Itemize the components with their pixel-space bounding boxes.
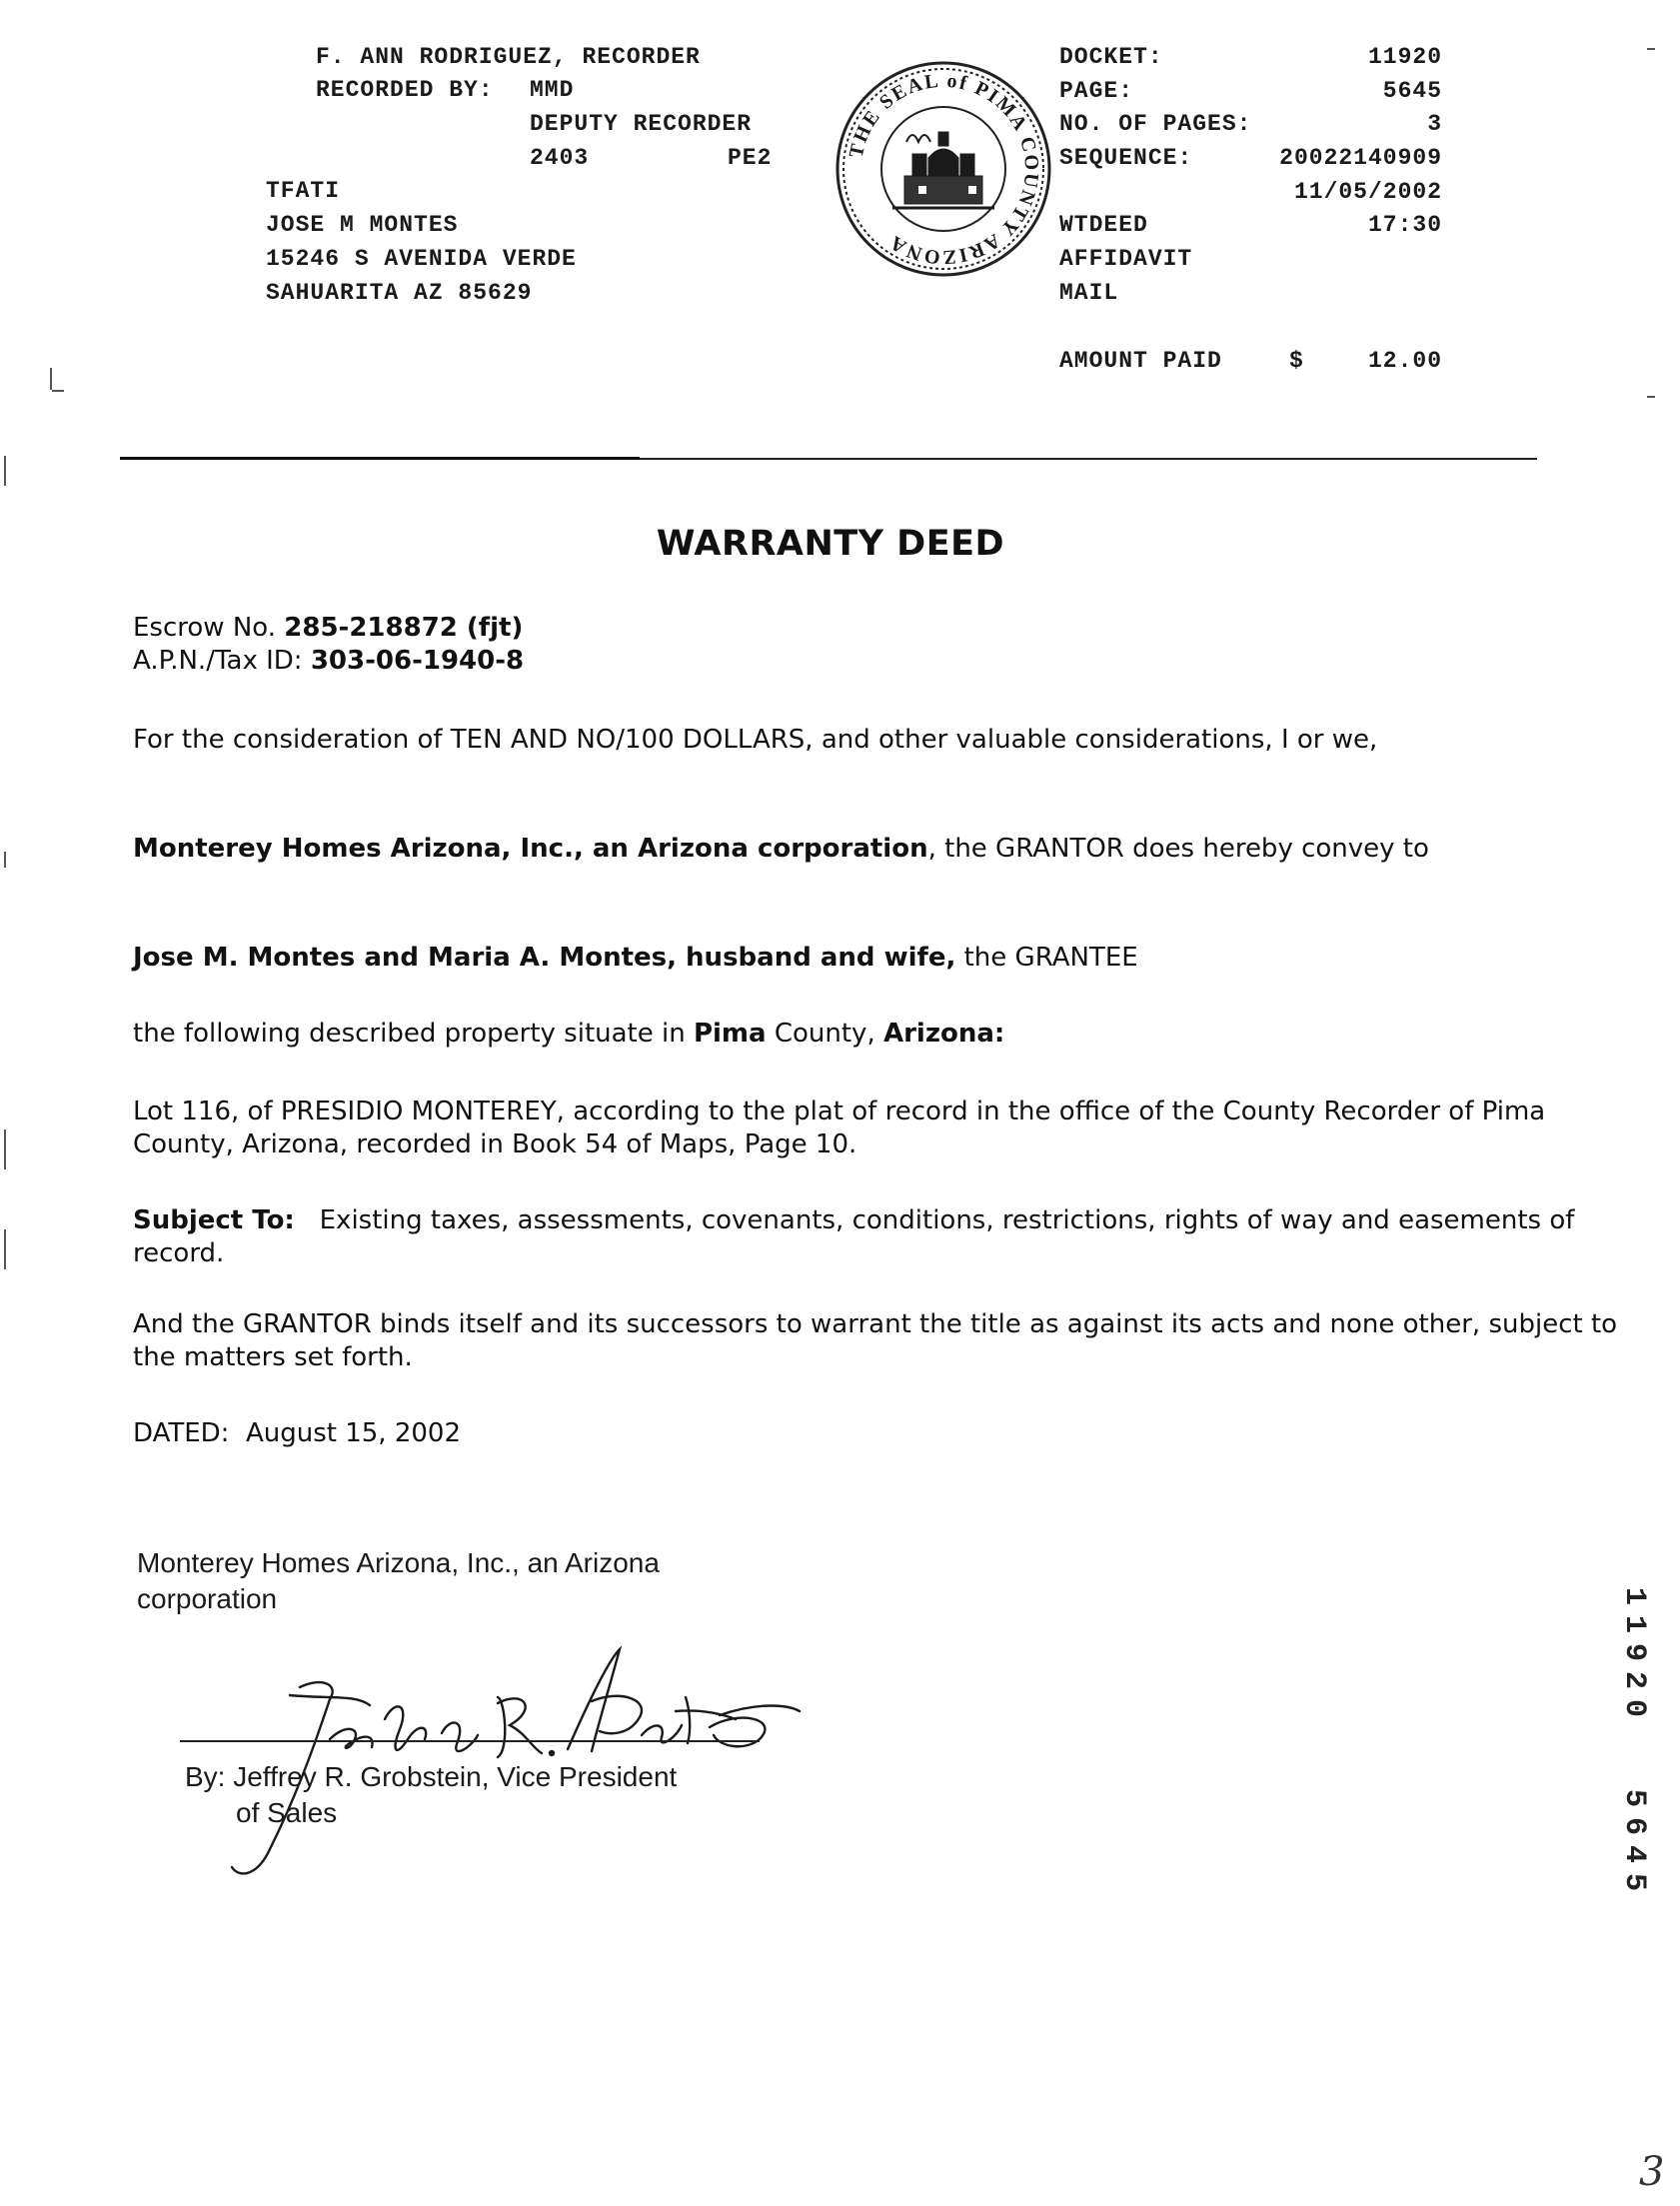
- warranty-line: the matters set forth.: [133, 1342, 413, 1372]
- amount-label: AMOUNT PAID: [1059, 348, 1222, 374]
- property-county: Pima: [693, 1019, 767, 1049]
- page-number: 3: [1639, 2149, 1665, 2195]
- docket-value: 11920: [1367, 44, 1442, 70]
- affidavit-label: AFFIDAVIT: [1059, 246, 1193, 272]
- signer-entity-line: Monterey Homes Arizona, Inc., an Arizona: [137, 1547, 660, 1578]
- return-to-line: TFATI: [266, 178, 341, 204]
- station-ref: PE2: [728, 145, 773, 171]
- scan-mark: [4, 852, 6, 868]
- recorded-by-value: MMD: [530, 77, 575, 103]
- amount-currency: $: [1289, 348, 1304, 374]
- legal-description-line: Lot 116, of PRESIDIO MONTEREY, according to the plat of record in the office of the County Recorder of Pima: [133, 1097, 1546, 1126]
- subject-to-label: Subject To:: [133, 1205, 295, 1235]
- scan-mark: [1647, 48, 1655, 50]
- sequence-label: SEQUENCE:: [1059, 145, 1193, 171]
- grantee-clause: [133, 942, 1138, 975]
- recording-time: 17:30: [1367, 212, 1442, 238]
- return-to-line: 15246 S AVENIDA VERDE: [266, 246, 577, 272]
- header-divider-accent: [120, 457, 640, 460]
- document-type: WTDEED: [1059, 212, 1148, 238]
- escrow-label: Escrow No.: [133, 613, 276, 643]
- page-label: PAGE:: [1059, 78, 1134, 104]
- grantor-name: Monterey Homes Arizona, Inc., an Arizona corporation: [133, 834, 928, 864]
- property-colon: :: [993, 1019, 1005, 1049]
- property-state: Arizona: [882, 1019, 994, 1049]
- dated-line: [133, 1417, 461, 1450]
- grantor-clause-rest: , the GRANTOR does hereby convey to: [927, 834, 1429, 864]
- margin-page-stamp: 5645: [1617, 1789, 1651, 1902]
- grantee-name: Jose M. Montes and Maria A. Montes, husband and wife,: [133, 943, 956, 973]
- pages-label: NO. OF PAGES:: [1059, 111, 1252, 137]
- escrow-line: [133, 612, 523, 645]
- recorder-name: F. ANN RODRIGUEZ, RECORDER: [316, 44, 701, 70]
- county-seal: [833, 58, 1054, 280]
- apn-label: A.P.N./Tax ID:: [133, 646, 303, 676]
- legal-description-line: County, Arizona, recorded in Book 54 of Maps, Page 10.: [133, 1129, 857, 1159]
- signer-by-line: By: Jeffrey R. Grobstein, Vice President: [185, 1761, 678, 1792]
- docket-label: DOCKET:: [1059, 44, 1163, 70]
- recorded-by-label: RECORDED BY:: [316, 77, 494, 103]
- dated-label: DATED:: [133, 1418, 230, 1448]
- deputy-recorder-label: DEPUTY RECORDER: [530, 111, 753, 137]
- county-seal-graphic: [833, 58, 1054, 280]
- dated-value: August 15, 2002: [245, 1418, 461, 1448]
- return-to-line: SAHUARITA AZ 85629: [266, 280, 533, 306]
- document-title: WARRANTY DEED: [656, 524, 1005, 564]
- amount-value: 12.00: [1367, 348, 1442, 374]
- subject-to-text: Existing taxes, assessments, covenants, conditions, restrictions, rights of way and easements of: [319, 1205, 1575, 1235]
- warranty-line: And the GRANTOR binds itself and its successors to warrant the title as against its acts and none other, subject to: [133, 1309, 1618, 1339]
- mail-label: MAIL: [1059, 280, 1119, 306]
- scan-mark: [4, 1229, 6, 1269]
- scan-mark: [1647, 396, 1655, 398]
- signer-by-line: of Sales: [236, 1797, 338, 1828]
- property-mid: County,: [766, 1019, 883, 1049]
- escrow-number: 285-218872 (fjt): [284, 613, 524, 643]
- property-clause: [133, 1018, 1004, 1051]
- scan-mark: [52, 390, 64, 392]
- page-value: 5645: [1382, 78, 1442, 104]
- grantor-clause: [133, 833, 1429, 866]
- consideration-clause: For the consideration of TEN AND NO/100 DOLLARS, and other valuable considerations, I or we,: [133, 725, 1378, 755]
- scan-mark: [50, 368, 52, 390]
- grantee-clause-rest: the GRANTEE: [955, 943, 1138, 973]
- pages-value: 3: [1427, 111, 1442, 137]
- recording-date: 11/05/2002: [1293, 179, 1442, 205]
- return-to-line: JOSE M MONTES: [266, 212, 459, 238]
- apn-line: [133, 645, 524, 678]
- margin-docket-stamp: 11920: [1617, 1587, 1651, 1728]
- scan-mark: [4, 1129, 6, 1169]
- subject-to-line: record.: [133, 1238, 225, 1268]
- property-pre: the following described property situate in: [133, 1019, 694, 1049]
- scan-mark: [4, 456, 6, 486]
- subject-to-line: [133, 1204, 1574, 1237]
- signer-entity-line: corporation: [137, 1583, 278, 1614]
- apn-number: 303-06-1940-8: [310, 646, 525, 676]
- station-code: 2403: [530, 145, 590, 171]
- sequence-value: 20022140909: [1279, 145, 1442, 171]
- svg-text:THE SEAL of PIMA COUNTY ARIZON: THE SEAL of PIMA COUNTY ARIZONA: [844, 69, 1043, 269]
